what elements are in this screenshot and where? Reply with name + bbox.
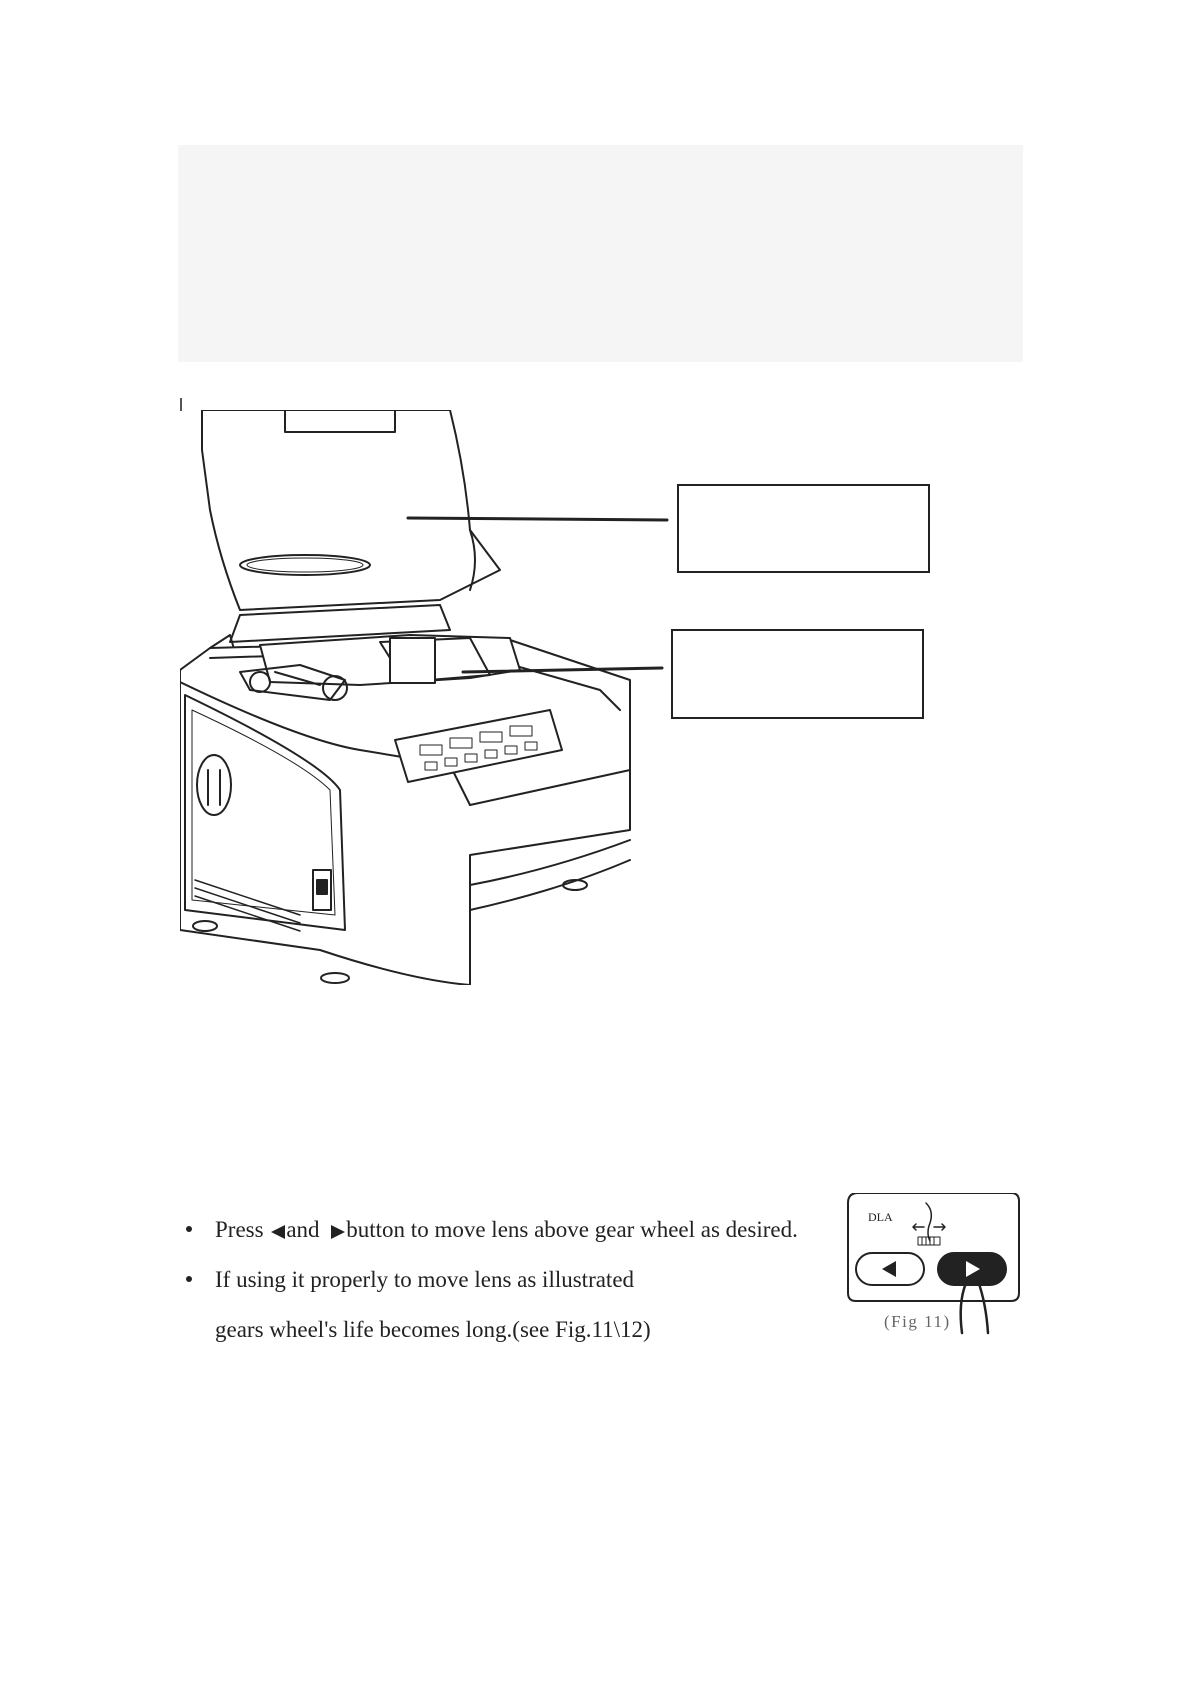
instruction-text-and: and [286, 1217, 320, 1242]
lens-gear-icon [913, 1203, 945, 1245]
bullet-dot-icon [186, 1276, 192, 1282]
instruction-item-proper-use-continued [186, 1305, 798, 1355]
fig11-button-panel-drawing [846, 1193, 1026, 1343]
callout-box-lens-holder [671, 629, 924, 719]
instruction-text-gear-life: gears wheel's life becomes long.(see Fig.11\12) [215, 1317, 651, 1342]
instruction-item-move-lens [186, 1205, 798, 1255]
fig11-caption: (Fig 11) [884, 1312, 951, 1331]
right-triangle-icon [331, 1225, 345, 1239]
instruction-text-press: Press [215, 1217, 264, 1242]
callout-box-lid [677, 484, 930, 573]
lid-leader-line [408, 518, 667, 520]
fig11-left-arrow-icon [882, 1261, 896, 1277]
left-triangle-icon [271, 1225, 285, 1239]
bullet-dot-icon [186, 1226, 192, 1232]
instruction-item-proper-use [186, 1255, 798, 1305]
open-lid-drawing [202, 410, 500, 610]
lens-edger-machine-illustration [180, 410, 680, 985]
instruction-text-button: button to move lens above gear wheel as desired. [346, 1217, 798, 1242]
instruction-list [186, 1205, 798, 1355]
fig11-panel-label: DLA [868, 1210, 893, 1224]
header-blank-panel [178, 145, 1023, 362]
instruction-text-proper-use: If using it properly to move lens as illustrated [215, 1267, 635, 1292]
